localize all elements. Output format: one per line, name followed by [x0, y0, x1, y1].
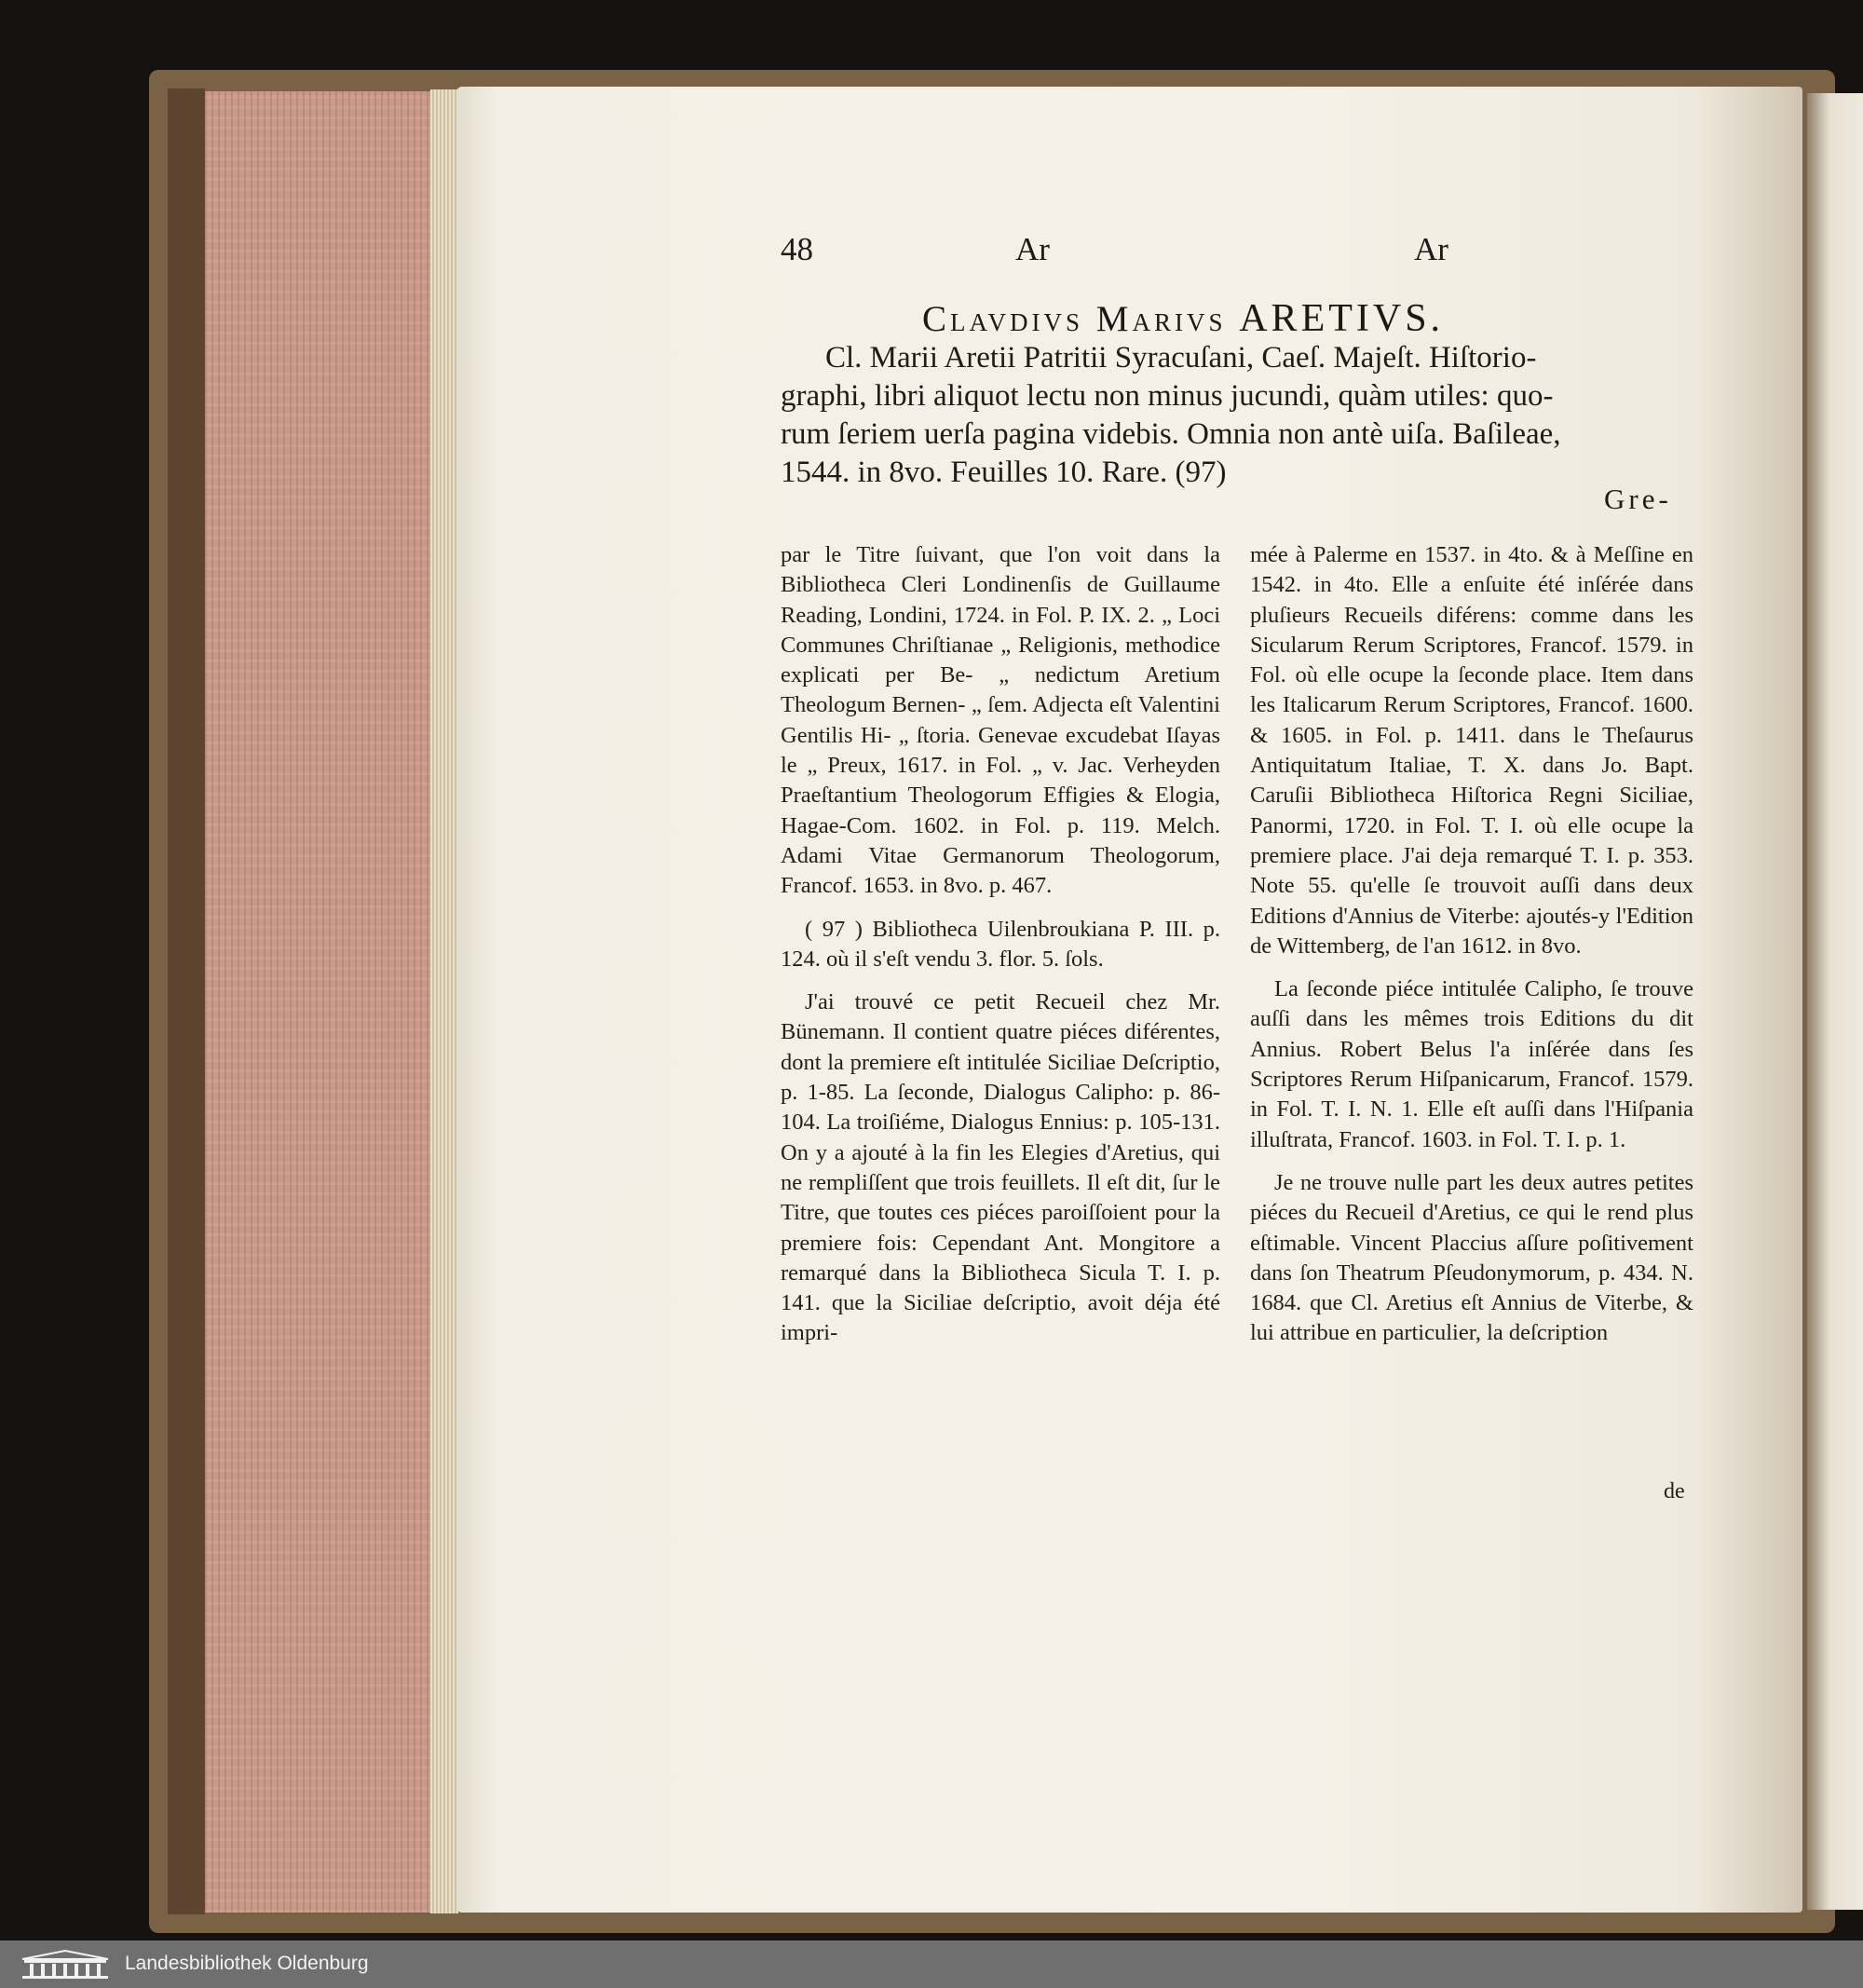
facing-page-edge — [1807, 93, 1863, 1910]
entry-title-name: ARETIVS. — [1239, 297, 1445, 340]
lead-line: 1544. in 8vo. Feuilles 10. Rare. (97) — [781, 456, 1227, 489]
entry-title — [922, 296, 1444, 341]
paragraph: par le Titre ſuivant, que l'on voit dans la Bibliotheca Cleri Londinenſis de Guillaume Reading, Londini, 1724. in Fol. P. IX. 2. „ Loci Communes Chriſtianae „ Religionis, methodice explicati per Be- „ nedictum Aretium Theologum Bernen- „ ſem. Adjecta eſt Valentini Gentilis Hi- „ ſtoria. Genevae excudebat Iſayas le „ Preux, 1617. in Fol. „ v. Jac. Verheyden Praeſtantium Theologorum Effigies & Elogia, Hagae-Com. 1602. in Fol. p. 119. Melch. Adami Vitae Germanorum Theologorum, Francof. 1653. in 8vo. p. 467. — [781, 542, 1220, 899]
running-head-right: Ar — [1414, 231, 1448, 267]
catchword-top: Gre- — [1604, 483, 1672, 515]
sprinkled-page-edges — [205, 91, 450, 1913]
catchword-bottom: de — [1664, 1479, 1685, 1504]
footnote-97: ( 97 ) Bibliotheca Uilenbroukiana P. III. p. 124. où il s'eſt vendu 3. flor. 5. ſols. — [781, 916, 1220, 972]
library-name: Landesbibliothek Oldenburg — [125, 1953, 369, 1974]
lead-line: graphi, libri aliquot lectu non minus jucundi, quàm utiles: quo- — [781, 379, 1554, 413]
library-building-icon — [19, 1950, 112, 1980]
page-stack — [430, 89, 458, 1913]
footer-bar — [0, 1940, 1863, 1988]
left-column — [781, 540, 1220, 1362]
paragraph: Je ne trouve nulle part les deux autres petites piéces du Recueil d'Aretius, ce qui le rend plus eſtimable. Vincent Placcius aſſure poſitivement dans ſon Theatrum Pſeudonymorum, p. 434. N. 1684. que Cl. Aretius eſt Annius de Viterbe, & lui attribue en particulier, la deſcription — [1250, 1169, 1693, 1346]
paragraph: La ſeconde piéce intitulée Calipho, ſe trouve auſſi dans les mêmes trois Editions du dit Annius. Robert Belus l'a inſérée dans ſes Scriptores Rerum Hiſpanicarum, Francof. 1579. in Fol. T. I. N. 1. Elle eſt auſſi dans l'Hiſpania illuſtrata, Francof. 1603. in Fol. T. I. p. 1. — [1250, 976, 1693, 1152]
lead-line: Cl. Marii Aretii Patritii Syracuſani, Caeſ. Majeſt. Hiſtorio- — [825, 341, 1537, 374]
right-column — [1250, 540, 1693, 1362]
running-head-left: Ar — [1015, 231, 1050, 267]
book-spine-strip — [168, 89, 205, 1914]
page-number: 48 — [781, 231, 813, 267]
entry-title-caps: Clavdivs Marivs — [922, 299, 1227, 339]
lead-line: rum ſeriem uerſa pagina videbis. Omnia non antè uiſa. Baſileae, — [781, 417, 1561, 451]
entry-lead — [781, 339, 1693, 492]
paragraph: J'ai trouvé ce petit Recueil chez Mr. Bünemann. Il contient quatre piéces diférentes, dont la premiere eſt intitulée Siciliae Deſcriptio, p. 1-85. La ſeconde, Dialogus Calipho: p. 86-104. La troiſiéme, Dialogus Ennius: p. 105-131. On y a ajouté à la fin les Elegies d'Aretius, qui ne rempliſſent que trois feuillets. Il eſt dit, ſur le Titre, que toutes ces piéces paroiſſoient pour la premiere fois: Cependant Ant. Mongitore a remarqué dans la Bibliotheca Sicula T. I. p. 141. que la Siciliae deſcriptio, avoit déja été impri- — [781, 989, 1220, 1346]
paragraph: mée à Palerme en 1537. in 4to. & à Meſſine en 1542. in 4to. Elle a enſuite été inſérée dans pluſieurs Recueils diférens: comme dans les Sicularum Rerum Scriptores, Francof. 1579. in Fol. où elle ocupe la ſeconde place. Item dans les Italicarum Rerum Scriptores, Francof. 1600. & 1605. in Fol. p. 1411. dans le Theſaurus Antiquitatum Italiae, T. X. dans Jo. Bapt. Caruſii Bibliotheca Hiſtorica Regni Siciliae, Panormi, 1720. in Fol. T. I. où elle ocupe la premiere place. J'ai deja remarqué T. I. p. 353. Note 55. qu'elle ſe trouvoit auſſi dans deux Editions d'Annius de Viterbe: ajoutés-y l'Edition de Wittemberg, de l'an 1612. in 8vo. — [1250, 542, 1693, 959]
